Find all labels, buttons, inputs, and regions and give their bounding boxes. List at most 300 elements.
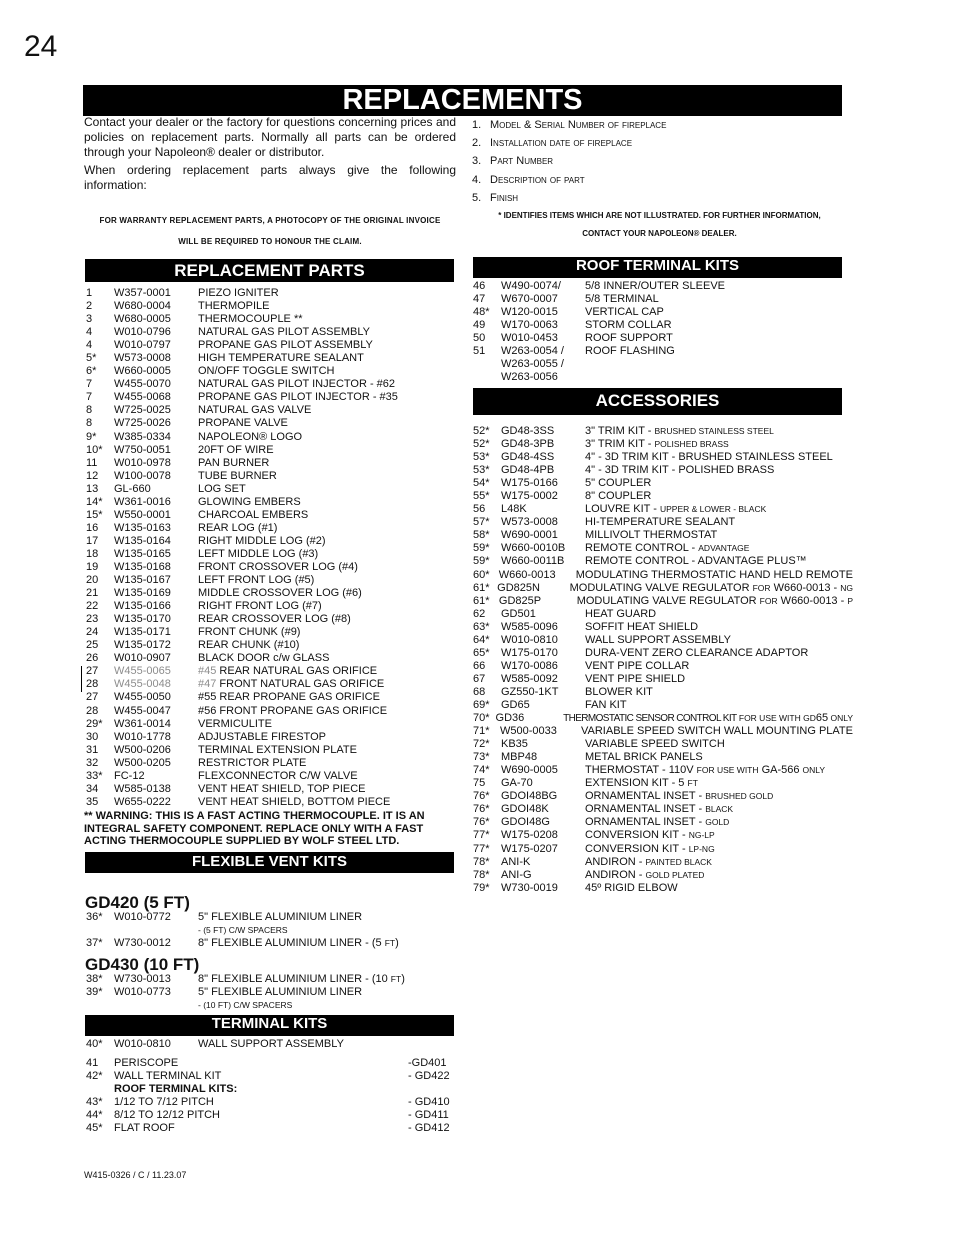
- desc-text: 5" FLEXIBLE ALUMINIUM LINER: [198, 911, 363, 923]
- roof-terminal-kit-row: [86, 1096, 458, 1109]
- ref-cell: 17: [86, 534, 99, 547]
- ref-cell: 54*: [473, 477, 490, 490]
- roof-terminal-row: [473, 280, 848, 293]
- part-cell: W135-0170: [114, 613, 171, 626]
- accessory-row: [473, 569, 853, 582]
- desc-text: ANDIRON -: [585, 855, 646, 868]
- desc-text: LOUVRE KIT -: [585, 503, 660, 516]
- replacement-part-row: [86, 731, 458, 744]
- part-cell: W455-0047: [114, 704, 171, 717]
- desc-cell: [585, 490, 853, 503]
- desc-cell: [198, 417, 458, 430]
- ref-cell: 69*: [473, 698, 490, 711]
- desc-cell: [585, 306, 848, 319]
- desc-cell: [198, 665, 458, 678]
- part-cell: GD48-3SS: [501, 425, 555, 437]
- ref-cell: 56: [473, 503, 486, 516]
- replacement-part-row: [86, 431, 458, 444]
- replacement-part-row: [86, 600, 458, 613]
- warranty-line-2: WILL BE REQUIRED TO HONOUR THE CLAIM.: [178, 237, 362, 246]
- desc-cell: 8/12 TO 12/12 PITCH: [114, 1109, 220, 1122]
- part-cell: W170-0086: [501, 659, 558, 672]
- desc-end: ): [395, 937, 399, 950]
- part-cell: W175-0170: [501, 646, 558, 659]
- desc-text: ORNAMENTAL INSET -: [585, 816, 706, 829]
- gd420-table: [86, 911, 458, 950]
- part-cell: W010-0907: [114, 652, 171, 665]
- replacement-part-row: [86, 783, 458, 796]
- desc-text: WALL SUPPORT ASSEMBLY: [585, 633, 731, 646]
- warranty-note: [84, 210, 456, 252]
- desc-text: RESTRICTOR PLATE: [198, 756, 307, 769]
- accessory-row: [473, 595, 853, 608]
- replacement-part-row: [86, 548, 458, 561]
- desc-small: POLISHED BRASS: [654, 439, 729, 450]
- desc-text: FRONT CROSSOVER LOG (#4): [198, 560, 358, 573]
- desc-text: ANDIRON -: [585, 868, 646, 881]
- desc-text: #55 REAR PROPANE GAS ORIFICE: [198, 691, 380, 704]
- part-cell: GD825P: [498, 594, 542, 607]
- roof-terminal-row: [473, 306, 848, 319]
- accessory-row: [473, 882, 853, 895]
- ref-cell: 73*: [473, 751, 490, 764]
- desc-text: 5" COUPLER: [585, 477, 652, 490]
- page-number: 24: [24, 30, 58, 63]
- desc-cell: [585, 371, 848, 384]
- part-cell: W660-0010B: [501, 542, 566, 555]
- part-cell: W455-0070: [114, 378, 171, 391]
- replacement-part-row: [86, 691, 458, 704]
- desc-cell: [198, 783, 458, 796]
- desc-small: UPPER & LOWER - BLACK: [659, 504, 767, 515]
- desc-text: 3" TRIM KIT -: [585, 438, 655, 451]
- part-cell: W750-0051: [114, 443, 171, 456]
- terminal-kit-row: [86, 1057, 458, 1070]
- desc-small: FOR: [759, 595, 778, 606]
- ref-cell: 45*: [86, 1122, 103, 1135]
- part-cell: W135-0167: [114, 574, 171, 587]
- desc-text: 3" TRIM KIT -: [585, 425, 655, 437]
- desc-text: THERMOSTAT - 110V: [585, 764, 697, 777]
- desc-cell: [198, 626, 458, 639]
- desc-text: ROOF SUPPORT: [585, 332, 673, 345]
- desc-prefix: #45: [198, 665, 217, 678]
- desc-text: VERTICAL CAP: [585, 306, 664, 319]
- ordering-item: [472, 171, 847, 189]
- accessory-row: [473, 725, 853, 738]
- accessory-row: [473, 621, 853, 634]
- ref-cell: 31: [86, 743, 99, 756]
- accessories-table: [473, 425, 853, 895]
- ref-cell: 22: [86, 600, 99, 613]
- replacement-part-row: [86, 444, 458, 457]
- replacement-part-row: [86, 678, 458, 691]
- gd430-table: [86, 973, 458, 1012]
- roof-terminal-row: [473, 371, 848, 384]
- desc-text: ORNAMENTAL INSET -: [585, 790, 706, 803]
- replacement-part-row: [86, 470, 458, 483]
- ref-cell: 75: [473, 777, 486, 790]
- part-cell: W455-0065: [114, 665, 171, 678]
- desc-text: REMOTE CONTROL - ADVANTAGE PLUS™: [585, 555, 807, 568]
- desc-text: TUBE BURNER: [198, 469, 277, 482]
- ref-cell: 50: [473, 332, 486, 345]
- desc-cell: [198, 770, 458, 783]
- desc-cell: [198, 548, 458, 561]
- ordering-item-text: Description of part: [490, 173, 585, 186]
- ordering-item-number: 2.: [472, 137, 482, 150]
- part-cell: W135-0165: [114, 547, 171, 560]
- flexible-vent-kits-header: FLEXIBLE VENT KITS: [85, 852, 454, 873]
- desc-cell: [198, 600, 458, 613]
- desc-text: #56 FRONT PROPANE GAS ORIFICE: [198, 704, 388, 717]
- desc-text: 4" - 3D TRIM KIT - POLISHED BRASS: [585, 464, 775, 477]
- desc-cell: [585, 647, 853, 660]
- desc-cell: [570, 582, 853, 595]
- part-cell: W670-0007: [501, 293, 558, 306]
- accessory-row: [473, 869, 853, 882]
- roof-terminal-row: [473, 358, 848, 371]
- intro-text: [84, 115, 456, 196]
- desc-cell: [198, 509, 458, 522]
- part-cell: W690-0005: [501, 764, 558, 777]
- part-cell: W010-0772: [114, 911, 171, 923]
- part-cell: W585-0096: [501, 620, 558, 633]
- model-cell: - GD410: [408, 1096, 450, 1109]
- part-cell: W135-0168: [114, 560, 171, 573]
- desc-cell: [585, 673, 853, 686]
- replacement-part-row: [86, 300, 458, 313]
- ref-cell: 8: [86, 404, 93, 417]
- replacement-part-row: [86, 522, 458, 535]
- desc-cell: [198, 535, 458, 548]
- ref-cell: 74*: [473, 764, 490, 777]
- part-cell: W010-0797: [114, 339, 171, 352]
- part-cell: W263-0055 /: [501, 358, 564, 371]
- replacement-part-row: [86, 457, 458, 470]
- desc-cell: [198, 444, 458, 457]
- desc-cell: [198, 561, 458, 574]
- intro-paragraph-1: Contact your dealer or the factory for questions concerning prices and policies on replacement parts. Normally all parts can be ordered through your Napoleon® dealer or distributor.: [84, 115, 456, 159]
- thermocouple-warning: ** WARNING: THIS IS A FAST ACTING THERMOCOUPLE. IT IS AN INTEGRAL SAFETY COMPONENT. REPLACE ONLY WITH A FAST ACTING THERMOCOUPLE SUPPLIED BY WOLF STEEL LTD.: [84, 810, 425, 847]
- desc-text: 45º RIGID ELBOW: [585, 881, 678, 894]
- ref-cell: 5*: [86, 352, 97, 365]
- desc-text: SOFFIT HEAT SHIELD: [585, 620, 699, 633]
- desc-small: FOR USE WITH: [696, 765, 759, 776]
- part-cell: GD48-4SS: [501, 451, 555, 464]
- ref-cell: 4: [86, 326, 93, 339]
- part-cell: GD501: [501, 607, 536, 620]
- desc-cell: [198, 404, 458, 417]
- ref-cell: 14*: [86, 495, 103, 508]
- ref-cell: 38*: [86, 973, 103, 985]
- desc-text: NATURAL GAS PILOT ASSEMBLY: [198, 326, 370, 339]
- ref-cell: 25: [86, 639, 99, 652]
- ref-cell: 63*: [473, 620, 490, 633]
- part-cell: KB35: [501, 738, 528, 751]
- desc-text-2: GA-566: [758, 764, 803, 777]
- desc-cell: [585, 816, 853, 829]
- flex-vent-row-continued: [86, 924, 458, 937]
- part-cell: W175-0208: [501, 829, 558, 842]
- desc-small: NG-LP: [688, 830, 715, 841]
- replacement-part-row: [86, 378, 458, 391]
- desc-cell: [198, 757, 458, 770]
- part-cell: W010-0773: [114, 986, 171, 999]
- desc-cell: [585, 608, 853, 621]
- replacement-part-row: [86, 574, 458, 587]
- part-cell: GDOI48BG: [501, 790, 558, 803]
- ref-cell: 4: [86, 339, 93, 352]
- accessory-row: [473, 438, 853, 451]
- desc-cell: [198, 652, 458, 665]
- part-cell: GD65: [501, 698, 530, 711]
- desc-text: MODULATING THERMOSTATIC HAND HELD REMOTE: [575, 568, 853, 581]
- part-cell: W730-0013: [114, 973, 171, 985]
- part-cell: GD48-3PB: [501, 438, 555, 451]
- part-cell: W690-0001: [501, 529, 558, 542]
- ref-cell: 78*: [473, 868, 490, 881]
- desc-cell: [585, 477, 853, 490]
- gd430-heading: GD430 (10 FT): [85, 955, 200, 974]
- part-cell: W730-0019: [501, 881, 558, 894]
- part-cell: W263-0054 /: [501, 345, 564, 358]
- replacement-part-row: [86, 483, 458, 496]
- desc-cell: [198, 431, 458, 444]
- ref-cell: 43*: [86, 1096, 103, 1109]
- part-cell: GDOI48K: [501, 803, 549, 816]
- part-cell: W263-0056: [501, 371, 558, 384]
- desc-text: MILLIVOLT THERMOSTAT: [585, 529, 718, 542]
- roof-terminal-row: [473, 332, 848, 345]
- accessory-row: [473, 477, 853, 490]
- desc-cell: [585, 451, 853, 464]
- accessory-row: [473, 686, 853, 699]
- desc-cell: [585, 790, 853, 803]
- desc-text: CHARCOAL EMBERS: [198, 508, 309, 521]
- desc-cell: [563, 712, 853, 725]
- roof-terminal-row: [473, 293, 848, 306]
- roof-terminal-kits-header: ROOF TERMINAL KITS: [473, 257, 842, 278]
- replacement-part-row: [86, 744, 458, 757]
- replacement-part-row: [86, 339, 458, 352]
- desc-small: BRUSHED GOLD: [705, 791, 774, 802]
- accessory-row: [473, 790, 853, 803]
- desc-text: MODULATING VALVE REGULATOR: [576, 594, 760, 607]
- part-cell: [114, 924, 198, 937]
- replacement-part-row: [86, 509, 458, 522]
- desc-text: DURA-VENT ZERO CLEARANCE ADAPTOR: [585, 646, 809, 659]
- desc-text: GLOWING EMBERS: [198, 495, 301, 508]
- gd420-heading: GD420 (5 FT): [85, 893, 190, 912]
- desc-text: HEAT GUARD: [585, 607, 657, 620]
- ref-cell: 36*: [86, 911, 103, 923]
- desc-small: FT: [384, 938, 396, 949]
- accessory-row: [473, 816, 853, 829]
- ref-cell: 76*: [473, 790, 490, 803]
- desc-text: LEFT MIDDLE LOG (#3): [198, 547, 319, 560]
- ref-cell: 30: [86, 730, 99, 743]
- desc-cell: [198, 986, 458, 999]
- desc-text: BLACK DOOR c/w GLASS: [198, 652, 330, 665]
- desc-cell: [585, 555, 853, 568]
- roof-terminal-kit-row: [86, 1122, 458, 1135]
- ref-cell: 72*: [473, 738, 490, 751]
- model-cell: -GD401: [408, 1057, 447, 1069]
- accessory-row: [473, 555, 853, 568]
- part-cell: W660-0005: [114, 365, 171, 378]
- desc-cell: [585, 319, 848, 332]
- replacement-part-row: [86, 352, 458, 365]
- desc-cell: WALL SUPPORT ASSEMBLY: [198, 1038, 344, 1050]
- part-cell: W585-0138: [114, 782, 171, 795]
- part-cell: W500-0206: [114, 743, 171, 756]
- flex-vent-row: [86, 986, 458, 999]
- replacement-part-row: [86, 705, 458, 718]
- accessory-row: [473, 764, 853, 777]
- model-cell: - GD412: [408, 1122, 450, 1135]
- desc-cell: [198, 705, 458, 718]
- desc-text: 20FT OF WIRE: [198, 443, 274, 456]
- desc-text: RIGHT MIDDLE LOG (#2): [198, 534, 326, 547]
- accessory-row: [473, 608, 853, 621]
- ref-cell: 77*: [473, 829, 490, 842]
- desc-cell: [585, 280, 848, 293]
- desc-cell: [576, 569, 853, 582]
- desc-cell: [198, 483, 458, 496]
- desc-text: ROOF FLASHING: [585, 345, 675, 358]
- desc-cell: [585, 777, 853, 790]
- desc-cell: [198, 391, 458, 404]
- ordering-item-text: Installation date of fireplace: [490, 137, 633, 150]
- ref-cell: 35: [86, 795, 99, 808]
- ref-cell: 71*: [473, 725, 490, 738]
- accessory-row: [473, 647, 853, 660]
- accessory-row: [473, 738, 853, 751]
- accessory-row: [473, 699, 853, 712]
- desc-small: FT: [390, 974, 402, 984]
- desc-cell: [585, 332, 848, 345]
- desc-text-2: 65: [815, 712, 829, 725]
- desc-cell: 1/12 TO 7/12 PITCH: [114, 1096, 214, 1109]
- desc-sub: - (10 FT) C/W SPACERS: [198, 1000, 293, 1011]
- desc-text: THERMOSTATIC SENSOR CONTROL KIT: [563, 713, 737, 725]
- desc-cell: [585, 293, 848, 306]
- part-cell: W490-0074/: [501, 280, 561, 292]
- desc-text: FLEXCONNECTOR C/W VALVE: [198, 769, 358, 782]
- desc-cell: [585, 843, 853, 856]
- desc-cell: [585, 751, 853, 764]
- replacement-part-row: [86, 718, 458, 731]
- ref-cell: 44*: [86, 1109, 103, 1122]
- model-cell: - GD411: [408, 1109, 449, 1122]
- part-cell: GD48-4PB: [501, 464, 555, 477]
- ref-cell: 64*: [473, 633, 490, 646]
- desc-cell: [581, 725, 853, 738]
- ref-cell: 9*: [86, 430, 97, 443]
- desc-sub: - (5 FT) C/W SPACERS: [198, 925, 288, 936]
- ref-cell: 20: [86, 574, 99, 587]
- ref-cell: 32: [86, 756, 99, 769]
- desc-cell: [585, 464, 853, 477]
- desc-small: GOLD PLATED: [645, 869, 705, 880]
- desc-cell: [198, 718, 458, 731]
- part-cell: W120-0015: [501, 306, 558, 319]
- desc-text: 5/8 INNER/OUTER SLEEVE: [585, 280, 725, 292]
- replacement-parts-header: REPLACEMENT PARTS: [85, 259, 454, 282]
- accessory-row: [473, 542, 853, 555]
- desc-text-2: W660-0013 -: [770, 581, 841, 594]
- desc-text: PROPANE GAS PILOT INJECTOR - #35: [198, 391, 398, 404]
- replacement-part-row: [86, 665, 458, 678]
- desc-text: PROPANE GAS PILOT ASSEMBLY: [198, 339, 373, 352]
- ref-cell: 77*: [473, 842, 490, 855]
- part-cell: W010-0978: [114, 456, 171, 469]
- ref-cell: 1: [86, 287, 93, 299]
- intro-paragraph-2: When ordering replacement parts always give the following information:: [84, 163, 456, 192]
- desc-cell: [585, 425, 853, 438]
- desc-cell: [198, 744, 458, 757]
- desc-text: REAR CROSSOVER LOG (#8): [198, 613, 351, 626]
- part-cell: W010-1778: [114, 730, 171, 743]
- desc-cell: [198, 796, 458, 809]
- desc-cell: [198, 911, 458, 924]
- desc-cell: [585, 345, 848, 358]
- desc-cell: [585, 358, 848, 371]
- part-cell: W361-0016: [114, 495, 171, 508]
- ordering-item: [472, 189, 847, 207]
- part-cell: W455-0068: [114, 391, 171, 404]
- accessory-row: [473, 464, 853, 477]
- replacement-part-row: [86, 613, 458, 626]
- desc-cell: [198, 522, 458, 535]
- ref-cell: 76*: [473, 803, 490, 816]
- desc-cell: [585, 764, 853, 777]
- ref-cell: 18: [86, 547, 99, 560]
- desc-text: HIGH TEMPERATURE SEALANT: [198, 352, 364, 365]
- part-cell: W135-0169: [114, 587, 171, 600]
- ref-cell: 13: [86, 482, 99, 495]
- accessory-row: [473, 529, 853, 542]
- desc-cell: [198, 691, 458, 704]
- part-cell: W725-0025: [114, 404, 171, 417]
- desc-small: GOLD: [705, 817, 730, 828]
- ref-cell: 12: [86, 469, 99, 482]
- ref-cell: 51: [473, 345, 486, 358]
- desc-text: REAR LOG (#1): [198, 521, 278, 534]
- desc-small: FOR USE WITH GD: [736, 713, 816, 724]
- desc-small-2: ONLY: [828, 713, 853, 724]
- desc-cell: WALL TERMINAL KIT: [114, 1070, 222, 1083]
- part-cell: W573-0008: [114, 352, 171, 365]
- ref-cell: 42*: [86, 1070, 103, 1083]
- part-cell: W175-0207: [501, 842, 558, 855]
- desc-text: NATURAL GAS VALVE: [198, 404, 312, 417]
- part-cell: W385-0334: [114, 430, 171, 443]
- part-cell: W135-0171: [114, 626, 171, 639]
- part-cell: ANI-K: [501, 855, 531, 868]
- accessory-row: [473, 843, 853, 856]
- desc-cell: [198, 639, 458, 652]
- change-bar: [81, 666, 82, 692]
- desc-cell: [198, 378, 458, 391]
- desc-text: 4" - 3D TRIM KIT - BRUSHED STAINLESS STEEL: [585, 451, 833, 464]
- part-cell: W175-0002: [501, 490, 558, 503]
- desc-cell: [585, 829, 853, 842]
- desc-cell: [585, 660, 853, 673]
- part-cell: GL-660: [114, 482, 151, 495]
- ordering-item-text: Finish: [490, 191, 519, 204]
